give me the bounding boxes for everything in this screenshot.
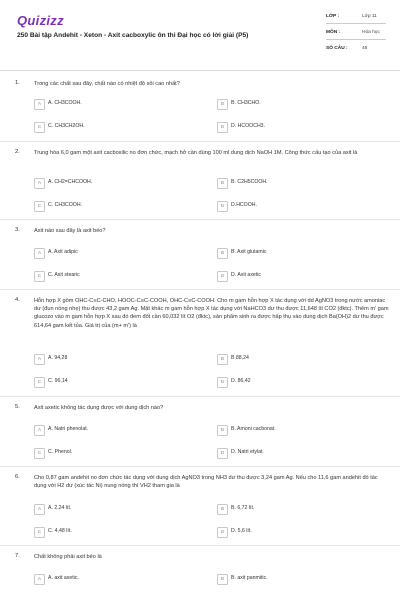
question-text: Hỗn hợp X gồm OHC-C≡C-CHO, HOOC-C≡C-COOH, OHC-C≡C-COOH. Cho m gam hỗn hợp X tác dụng với dd AgNO3 trong nước amoniac dư (đun nóng nhẹ) thu được 43,2 gam Ag. Mặt khác m gam hỗn hợp X tác dụng với NaHCO3 dư thu được 11,648 lít CO2 (đktc). Thêm m' gam glucozo vào m gam hỗn hợp X sau đó đem đốt cần 60,032 lít O2 (đktc), sản phẩm sinh ra được hấp thụ vào dung dịch Ba(OH)2 dư thu được 614,64 gam kết tủa. Giá trị của (m+ m') là (34, 298, 389, 329)
header-divider (0, 70, 400, 71)
meta-label: LỚP : (326, 14, 340, 19)
option-letter: C (34, 201, 45, 212)
option-c[interactable] (34, 271, 204, 284)
question-text: Chất không phải axit béo là (34, 554, 102, 560)
divider (0, 219, 400, 220)
divider (0, 141, 400, 142)
option-text: C. Phenol. (48, 449, 73, 455)
option-d[interactable] (217, 527, 387, 540)
question-number: 1. (15, 80, 20, 86)
question-number: 7. (15, 553, 20, 559)
option-text: A. 94,28 (48, 355, 68, 361)
header (0, 0, 400, 66)
page-title: 250 Bài tập Andehit - Xeton - Axit cacboxylic ôn thi Đại học có lời giải (P5) (17, 32, 249, 39)
question-number: 2. (15, 149, 20, 155)
option-letter: C (34, 122, 45, 133)
divider (326, 23, 386, 24)
option-b[interactable] (217, 178, 387, 191)
option-text: A. axit axetic. (48, 575, 79, 581)
question-number: 5. (15, 404, 20, 410)
question-number: 6. (15, 474, 20, 480)
option-text: A. 2,24 lít. (48, 505, 72, 511)
option-b[interactable] (217, 248, 387, 261)
option-letter: D (217, 271, 228, 282)
option-text: B. axit panmitic. (231, 575, 268, 581)
option-letter: B (217, 504, 228, 515)
option-letter: C (34, 377, 45, 388)
option-letter: B (217, 248, 228, 259)
option-a[interactable] (34, 504, 204, 517)
option-c[interactable] (34, 527, 204, 540)
option-letter: A (34, 354, 45, 365)
option-letter: D (217, 448, 228, 459)
option-letter: A (34, 178, 45, 189)
divider (0, 289, 400, 290)
option-text: D. 5,6 lít. (231, 528, 252, 534)
option-letter: C (34, 448, 45, 459)
option-a[interactable] (34, 354, 204, 367)
option-letter: A (34, 248, 45, 259)
option-letter: D (217, 527, 228, 538)
option-b[interactable] (217, 574, 387, 587)
option-letter: B (217, 99, 228, 110)
question-number: 4. (15, 297, 20, 303)
option-b[interactable] (217, 354, 387, 367)
option-text: C. 4,48 lít. (48, 528, 72, 534)
question-text: Trong các chất sau đây, chất nào có nhiệt độ sôi cao nhất? (34, 81, 180, 87)
option-a[interactable] (34, 99, 204, 112)
option-text: D. Axit axetic (231, 272, 261, 278)
meta-value: Lớp 11 (362, 14, 377, 19)
question-number: 3. (15, 227, 20, 233)
option-text: B. C2H5COOH. (231, 179, 268, 185)
option-letter: C (34, 271, 45, 282)
option-text: D.HCOOH. (231, 202, 257, 208)
option-letter: B (217, 354, 228, 365)
meta-label: MÔN : (326, 30, 341, 35)
option-letter: A (34, 425, 45, 436)
option-text: D. HCOOCH3. (231, 123, 266, 129)
option-d[interactable] (217, 377, 387, 390)
option-text: D. 86,42 (231, 378, 251, 384)
option-text: B. CH3CHO. (231, 100, 261, 106)
option-text: C. 96,14 (48, 378, 68, 384)
option-letter: B (217, 178, 228, 189)
option-letter: D (217, 201, 228, 212)
option-a[interactable] (34, 574, 204, 587)
option-letter: A (34, 99, 45, 110)
option-a[interactable] (34, 178, 204, 191)
meta-value: Hóa học (362, 30, 380, 35)
divider (0, 545, 400, 546)
option-letter: A (34, 574, 45, 585)
divider (0, 396, 400, 397)
option-text: C. CH3COOH. (48, 202, 83, 208)
option-a[interactable] (34, 425, 204, 438)
option-d[interactable] (217, 271, 387, 284)
question-text: Axit axetic không tác dụng được với dung dịch nào? (34, 405, 164, 411)
meta-label: SỐ CÂU : (326, 46, 348, 51)
option-d[interactable] (217, 448, 387, 461)
option-text: A. CH3COOH. (48, 100, 82, 106)
divider (326, 39, 386, 40)
option-letter: B (217, 574, 228, 585)
option-b[interactable] (217, 504, 387, 517)
option-b[interactable] (217, 425, 387, 438)
option-a[interactable] (34, 248, 204, 261)
question-text: Cho 0,87 gam andehit no đơn chức tác dụng với dung dịch AgNO3 trong NH3 dư thu được 3,24 gam Ag. Nếu cho 11,6 gam andehit đó tác dụng với H2 dư (xúc tác Ni) nung nóng thì VH2 tham gia là (34, 475, 378, 490)
option-text: C. CH3CH2OH. (48, 123, 85, 129)
option-text: B 88,24 (231, 355, 249, 361)
option-b[interactable] (217, 99, 387, 112)
meta-value: 48 (362, 46, 368, 51)
option-c[interactable] (34, 448, 204, 461)
option-letter: B (217, 425, 228, 436)
option-text: B. 6,72 lít. (231, 505, 255, 511)
option-letter: D (217, 122, 228, 133)
option-text: B. Amoni cacbonat. (231, 426, 276, 432)
option-text: B. Axit glutamic (231, 249, 267, 255)
option-text: A. Axit adipic (48, 249, 78, 255)
question-text: Trung hòa 6,0 gam một axit cacboxilic no đơn chức, mạch hở cần dùng 100 ml dung dịch NaOH 1M. Công thức cấu tạo của axit là (34, 150, 358, 156)
option-text: A. Natri phenolat. (48, 426, 89, 432)
option-letter: A (34, 504, 45, 515)
option-text: D. Natri etylat. (231, 449, 264, 455)
option-d[interactable] (217, 122, 387, 135)
option-letter: D (217, 377, 228, 388)
option-c[interactable] (34, 122, 204, 135)
option-letter: C (34, 527, 45, 538)
option-c[interactable] (34, 201, 204, 214)
option-d[interactable] (217, 201, 387, 214)
option-text: A. CH2=CHCOOH. (48, 179, 93, 185)
quizizz-logo[interactable]: Quizizz (17, 13, 64, 28)
divider (0, 466, 400, 467)
question-text: Axit nào sau đây là axit béo? (34, 228, 106, 234)
option-text: C. Axit stearic (48, 272, 80, 278)
option-c[interactable] (34, 377, 204, 390)
